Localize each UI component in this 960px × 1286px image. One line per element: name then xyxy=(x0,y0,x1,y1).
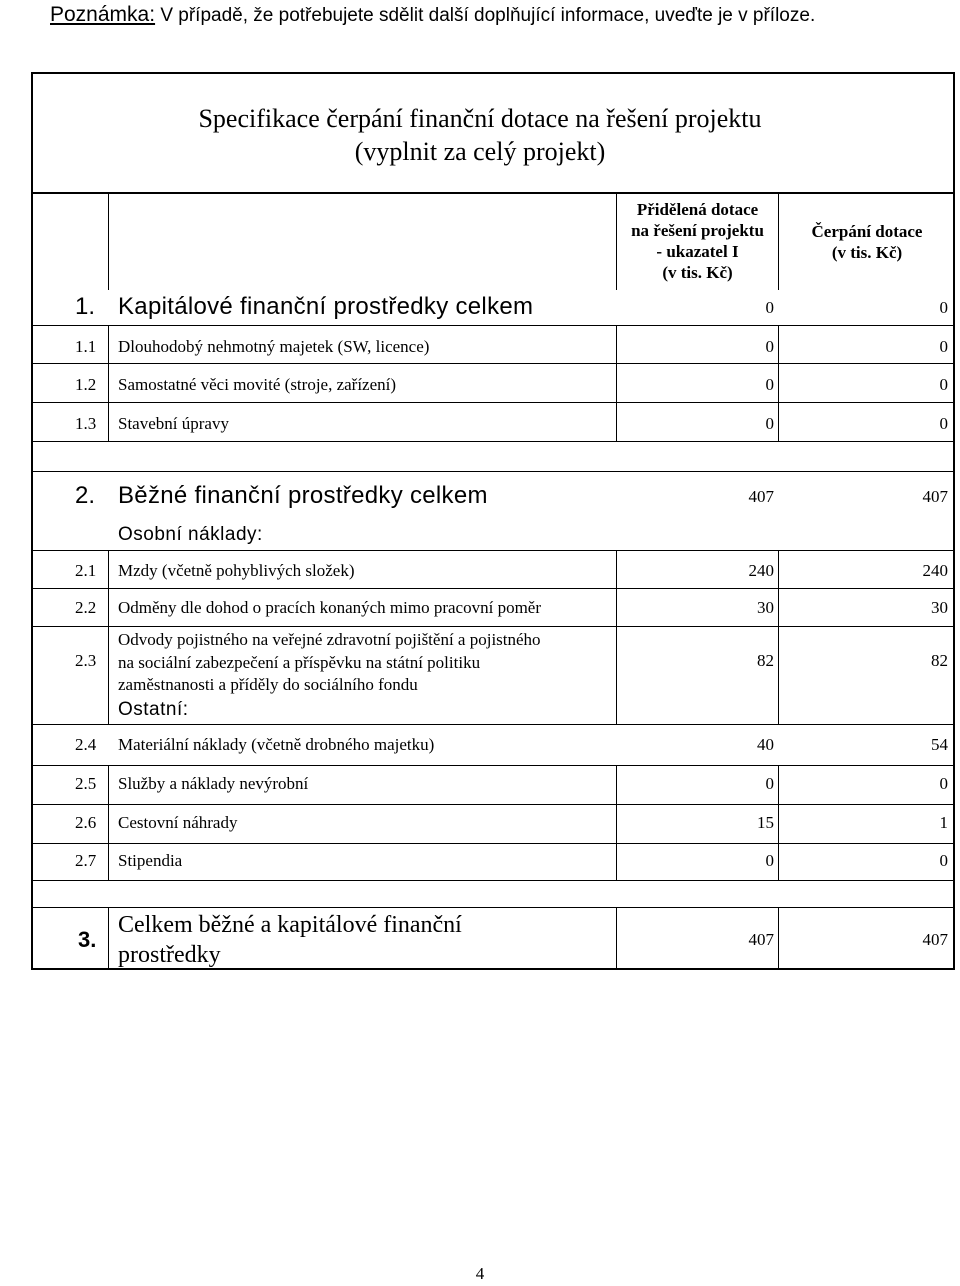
row-2-5-allocated: 0 xyxy=(765,774,774,793)
row-2-1-spent: 240 xyxy=(922,561,948,580)
row-1-2-spent: 0 xyxy=(939,375,948,394)
title-line-2: (vyplnit za celý projekt) xyxy=(354,137,606,166)
column-divider xyxy=(616,907,617,969)
row-2-1-number: 2.1 xyxy=(75,561,97,580)
row-1-3-allocated: 0 xyxy=(765,414,774,433)
column-divider xyxy=(108,907,109,969)
specification-table-frame xyxy=(31,72,955,970)
column-divider xyxy=(616,325,617,441)
column-header-spent: Čerpání dotace (v tis. Kč) xyxy=(811,222,923,262)
row-1-2-number: 1.2 xyxy=(75,375,97,394)
page-number: 4 xyxy=(475,1264,485,1283)
row-2-4-number: 2.4 xyxy=(75,735,97,754)
divider xyxy=(32,471,954,472)
row-2-5-label: Služby a náklady nevýrobní xyxy=(118,774,309,793)
row-2-3-label: Odvody pojistného na veřejné zdravotní pojištění a pojistného na sociální zabezpečení a příspěvku na státní politiku zaměstnanosti a příděly do sociálního fondu xyxy=(118,630,541,694)
divider xyxy=(32,626,954,627)
row-1-2-label: Samostatné věci movité (stroje, zařízení) xyxy=(118,375,397,394)
divider xyxy=(32,192,954,194)
personal-costs-heading: Osobní náklady: xyxy=(118,524,263,545)
column-divider xyxy=(778,550,779,724)
note-label: Poznámka: xyxy=(50,3,156,26)
section-2-allocated: 407 xyxy=(748,487,774,506)
row-2-4-spent: 54 xyxy=(931,735,948,754)
column-divider xyxy=(778,907,779,969)
row-2-7-number: 2.7 xyxy=(75,851,97,870)
column-divider xyxy=(778,325,779,441)
row-2-2-number: 2.2 xyxy=(75,598,97,617)
divider xyxy=(32,880,954,881)
divider xyxy=(32,804,954,805)
column-divider xyxy=(108,550,109,724)
row-1-2-allocated: 0 xyxy=(765,375,774,394)
column-header-allocated: Přidělená dotace na řešení projektu - ukazatel I (v tis. Kč) xyxy=(631,200,764,282)
row-1-1-allocated: 0 xyxy=(765,337,774,356)
section-3-spent: 407 xyxy=(922,930,948,949)
section-1-allocated: 0 xyxy=(765,298,774,317)
row-2-2-allocated: 30 xyxy=(757,598,774,617)
section-1-label: Kapitálové finanční prostředky celkem xyxy=(118,293,534,320)
divider xyxy=(32,402,954,403)
column-divider xyxy=(108,325,109,441)
section-3-label: Celkem běžné a kapitálové finanční prostředky xyxy=(118,912,462,968)
column-divider xyxy=(616,550,617,724)
row-2-2-label: Odměny dle dohod o pracích konaných mimo pracovní poměr xyxy=(118,598,541,617)
column-divider xyxy=(616,765,617,880)
row-2-1-allocated: 240 xyxy=(748,561,774,580)
column-divider xyxy=(108,765,109,880)
row-2-7-label: Stipendia xyxy=(118,851,183,870)
row-2-5-number: 2.5 xyxy=(75,774,97,793)
row-1-1-number: 1.1 xyxy=(75,337,97,356)
row-2-1-label: Mzdy (včetně pohyblivých složek) xyxy=(118,561,355,580)
note-text: V případě, že potřebujete sdělit další doplňující informace, uveďte je v příloze. xyxy=(155,5,816,26)
section-2-number: 2. xyxy=(75,482,96,509)
note-line xyxy=(50,3,815,27)
other-costs-heading: Ostatní: xyxy=(118,699,189,720)
row-2-3-allocated: 82 xyxy=(757,651,774,670)
section-1-spent: 0 xyxy=(939,298,948,317)
row-2-2-spent: 30 xyxy=(931,598,948,617)
row-1-3-spent: 0 xyxy=(939,414,948,433)
row-2-6-allocated: 15 xyxy=(757,813,774,832)
divider xyxy=(32,765,954,766)
row-1-1-label: Dlouhodobý nehmotný majetek (SW, licence) xyxy=(118,337,430,356)
row-2-4-label: Materiální náklady (včetně drobného majetku) xyxy=(118,735,435,754)
section-3-number: 3. xyxy=(78,927,97,952)
row-2-5-spent: 0 xyxy=(939,774,948,793)
column-divider xyxy=(778,765,779,880)
divider xyxy=(32,441,954,442)
column-divider xyxy=(108,193,109,290)
row-2-7-allocated: 0 xyxy=(765,851,774,870)
row-1-1-spent: 0 xyxy=(939,337,948,356)
row-1-3-label: Stavební úpravy xyxy=(118,414,229,433)
row-1-3-number: 1.3 xyxy=(75,414,97,433)
divider xyxy=(32,325,954,326)
table-title xyxy=(0,102,960,168)
section-2-spent: 407 xyxy=(922,487,948,506)
row-2-6-number: 2.6 xyxy=(75,813,97,832)
section-1-number: 1. xyxy=(75,293,96,320)
row-2-7-spent: 0 xyxy=(939,851,948,870)
row-2-6-spent: 1 xyxy=(939,813,948,832)
divider xyxy=(32,724,954,725)
divider xyxy=(32,907,954,908)
divider xyxy=(32,843,954,844)
title-line-1: Specifikace čerpání finanční dotace na řešení projektu xyxy=(198,104,762,133)
row-2-4-allocated: 40 xyxy=(757,735,774,754)
divider xyxy=(32,363,954,364)
divider xyxy=(32,588,954,589)
divider xyxy=(32,550,954,551)
section-3-allocated: 407 xyxy=(748,930,774,949)
row-2-3-number: 2.3 xyxy=(75,651,97,670)
row-2-3-spent: 82 xyxy=(931,651,948,670)
section-2-label: Běžné finanční prostředky celkem xyxy=(118,482,488,509)
row-2-6-label: Cestovní náhrady xyxy=(118,813,238,832)
